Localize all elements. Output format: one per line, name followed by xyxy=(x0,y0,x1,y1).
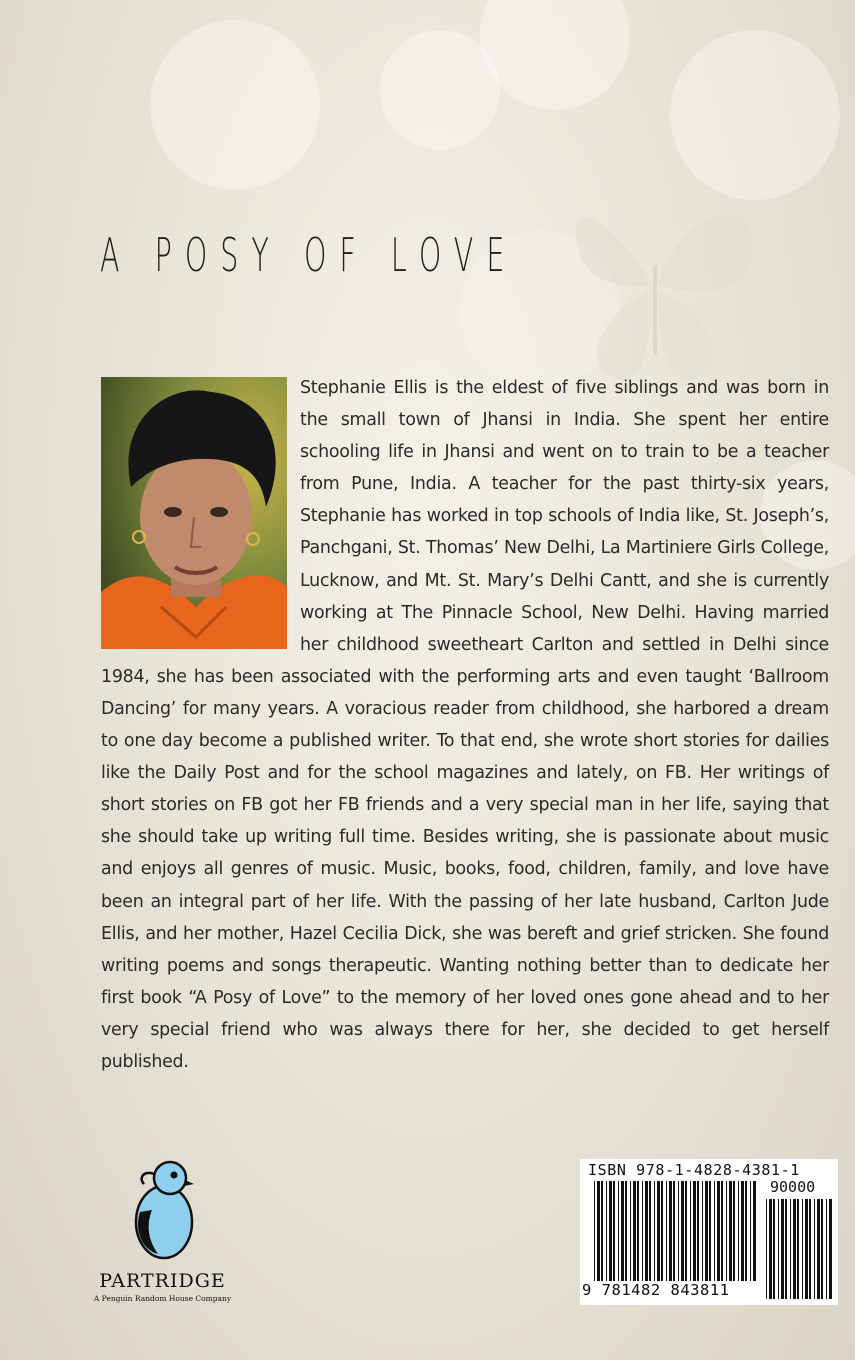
barcode-bar xyxy=(669,1181,672,1287)
barcode-bar xyxy=(826,1199,827,1299)
barcode-bar xyxy=(790,1199,791,1299)
barcode-bar xyxy=(697,1181,699,1287)
barcode-bar xyxy=(673,1181,675,1287)
barcode-bar xyxy=(642,1181,643,1287)
author-bio-paragraph xyxy=(101,372,829,1078)
bird-icon xyxy=(130,1160,196,1260)
barcode-bar xyxy=(785,1199,787,1299)
barcode-bar xyxy=(781,1199,784,1299)
barcode-bar xyxy=(769,1199,772,1299)
bokeh-circle xyxy=(480,0,630,110)
barcode-bar xyxy=(738,1181,739,1287)
barcode-bar xyxy=(649,1181,651,1287)
barcode-bar xyxy=(645,1181,648,1287)
barcode-bar xyxy=(814,1199,815,1299)
barcode-bar xyxy=(681,1181,684,1287)
barcode-bar xyxy=(633,1181,636,1287)
barcode-bar xyxy=(654,1181,655,1287)
barcode-bar xyxy=(726,1181,727,1287)
publisher-logo xyxy=(90,1160,235,1310)
barcode-bar xyxy=(778,1199,779,1299)
barcode-bar xyxy=(721,1181,723,1287)
barcode-bar xyxy=(817,1199,820,1299)
barcode-bar xyxy=(690,1181,691,1287)
publisher-name: PARTRIDGE xyxy=(99,1270,226,1292)
butterfly-icon xyxy=(540,165,770,405)
barcode-bar xyxy=(729,1181,732,1287)
barcode-bar xyxy=(745,1181,747,1287)
author-bio-text: Stephanie Ellis is the eldest of five siblings and was born in the small town of Jhansi in India. She spent her entire schooling life in Jhansi and went on to train to be a teacher from Pune, India. A teacher for the past thirty-six years, Stephanie has worked in top schools of India like, St. Joseph’s, Panchgani, St. Thomas’ New Delhi, La Martiniere Girls College, Lucknow, and Mt. St. Mary’s Delhi Cantt, and she is currently working at The Pinnacle School, New Delhi. Having married her childhood sweetheart Carlton and settled in Delhi since 1984, she has been associated with the performing arts and even taught ‘Ballroom Dancing’ for many years. A voracious reader from childhood, she harbored a dream to one day become a published writer. To that end, she wrote short stories for dailies like the Daily Post and for the school magazines and lately, on FB. Her writings of short stories on FB got her FB friends and a very special man in her life, saying that she should take up writing full time. Besides writing, she is passionate about music and enjoys all genres of music. Music, books, food, children, family, and love have been an integral part of her life. With the passing of her late husband, Carlton Jude Ellis, and her mother, Hazel Cecilia Dick, she was bereft and grief stricken. She found writing poems and songs therapeutic. Wanting nothing better than to dedicate her first book “A Posy of Love” to the memory of her loved ones gone ahead and to her very special friend who was always there for her, she decided to get herself published. xyxy=(101,378,829,1072)
barcode-bar xyxy=(797,1199,799,1299)
barcode-bar xyxy=(809,1199,811,1299)
barcode-bar xyxy=(750,1181,751,1287)
barcode-bar xyxy=(661,1181,663,1287)
barcode-bar xyxy=(625,1181,627,1287)
barcode-bar xyxy=(685,1181,687,1287)
barcode-bar xyxy=(733,1181,735,1287)
barcode-bar xyxy=(702,1181,703,1287)
isbn-label: ISBN 978-1-4828-4381-1 xyxy=(588,1161,800,1179)
barcode-bar xyxy=(693,1181,696,1287)
bokeh-circle xyxy=(150,20,320,190)
barcode-bar xyxy=(601,1181,603,1287)
barcode-bar xyxy=(709,1181,711,1287)
barcode-bar xyxy=(793,1199,796,1299)
barcode-bar xyxy=(597,1181,600,1287)
barcode-bar xyxy=(705,1181,708,1287)
barcode-bar xyxy=(805,1199,808,1299)
barcode-bar xyxy=(821,1199,823,1299)
barcode-bar xyxy=(606,1181,607,1287)
ean-digits: 9 781482 843811 xyxy=(582,1281,760,1299)
barcode-bar xyxy=(637,1181,639,1287)
barcode-bar xyxy=(753,1181,756,1287)
bokeh-circle xyxy=(380,30,500,150)
barcode-bar xyxy=(618,1181,619,1287)
barcode-bar xyxy=(666,1181,667,1287)
isbn-barcode xyxy=(580,1159,838,1305)
barcode-bar xyxy=(657,1181,660,1287)
barcode-bar xyxy=(802,1199,803,1299)
publisher-tagline: A Penguin Random House Company xyxy=(93,1294,232,1303)
book-title: A POSY OF LOVE xyxy=(100,228,518,282)
barcode-bar xyxy=(594,1181,595,1287)
barcode-bar xyxy=(741,1181,744,1287)
barcode-bar xyxy=(630,1181,631,1287)
barcode-bar xyxy=(621,1181,624,1287)
barcode-bar xyxy=(829,1199,832,1299)
barcode-bar xyxy=(714,1181,715,1287)
barcode-bar xyxy=(717,1181,720,1287)
price-code: 90000 xyxy=(770,1178,816,1196)
barcode-bar xyxy=(678,1181,679,1287)
barcode-bar xyxy=(766,1199,767,1299)
photo-wrap-spacer xyxy=(101,372,300,657)
barcode-bar xyxy=(613,1181,615,1287)
barcode-bar xyxy=(773,1199,775,1299)
barcode-bar xyxy=(609,1181,612,1287)
